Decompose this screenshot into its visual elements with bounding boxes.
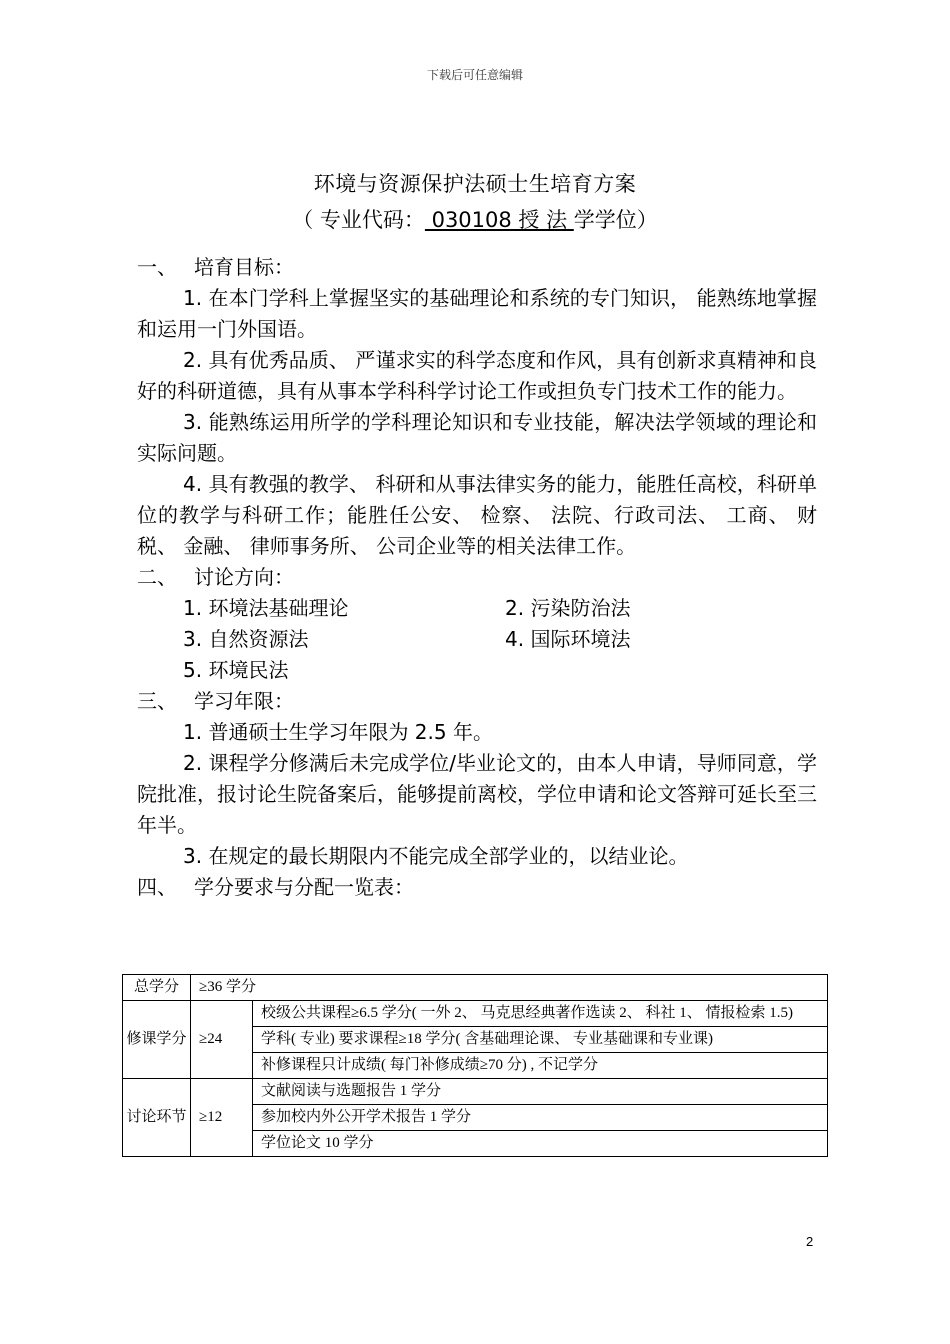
table-cell-total-value: ≥36 学分 [191,975,828,1001]
section-number: 四、 [137,875,177,899]
page-number: 2 [806,1234,814,1249]
subtitle-prefix: （ 专业代码： [292,208,425,232]
table-cell-value: ≥24 [191,1001,253,1079]
direction-item: 2. 污染防治法 [505,596,631,620]
section-heading-4 [137,872,817,903]
subtitle-code: 030108 授 法 [424,208,574,232]
section-title: 讨论方向： [194,565,294,589]
table-cell-value: ≥12 [191,1079,253,1157]
section-number: 三、 [137,689,177,713]
direction-item [505,655,805,686]
table-cell-total-label: 总学分 [123,975,191,1001]
section-title: 学分要求与分配一览表： [194,875,414,899]
paragraph: 3. 在规定的最长期限内不能完成全部学业的，以结业论。 [183,844,689,868]
section-number: 二、 [137,565,177,589]
table-cell-category: 讨论环节 [123,1079,191,1157]
table-row [123,1079,828,1105]
table-row [123,1001,828,1027]
direction-row [137,655,817,686]
table-cell-category: 修课学分 [123,1001,191,1079]
table-cell-item: 校级公共课程≥6.5 学分( 一外 2、 马克思经典著作选读 2、 科社 1、 情报检索 1.5) [253,1001,828,1027]
paragraph: 4. 具有教强的教学、 科研和从事法律实务的能力，能胜任高校，科研单位的教学与科研工作；能胜任公安、 检察、 法院、行政司法、 工商、 财税、 金融、 律师事务所、 公司企业等的相关法律工作。 [137,472,817,558]
section-heading-2 [137,562,817,593]
direction-item: 3. 自然资源法 [183,627,309,651]
table-row [123,975,828,1001]
direction-item: 1. 环境法基础理论 [183,596,349,620]
paragraph: 2. 具有优秀品质、 严谨求实的科学态度和作风，具有创新求真精神和良好的科研道德，具有从事本学科科学讨论工作或担负专门技术工作的能力。 [137,348,817,403]
section-heading-3 [137,686,817,717]
section-number: 一、 [137,255,177,279]
table-cell-item: 参加校内外公开学术报告 1 学分 [253,1105,828,1131]
section-heading-1 [137,252,817,283]
direction-row [137,593,817,624]
section-title: 培育目标： [194,255,294,279]
paragraph: 3. 能熟练运用所学的学科理论知识和专业技能，解决法学领域的理论和实际问题。 [137,410,817,465]
header-note: 下载后可任意编辑 [426,68,523,82]
table-cell-item: 学科( 专业) 要求课程≥18 学分( 含基础理论课、 专业基础课和专业课) [253,1027,828,1053]
table-cell-item: 文献阅读与选题报告 1 学分 [253,1079,828,1105]
document-title: 环境与资源保护法硕士生培育方案 [313,172,637,196]
credit-table [122,974,828,1157]
paragraph: 1. 在本门学科上掌握坚实的基础理论和系统的专门知识， 能熟练地掌握和运用一门外国语。 [137,286,817,341]
subtitle-suffix: 学学位） [573,208,658,232]
section-title: 学习年限： [194,689,294,713]
table-cell-item: 补修课程只计成绩( 每门补修成绩≥70 分) , 不记学分 [253,1053,828,1079]
direction-item: 4. 国际环境法 [505,627,631,651]
table-cell-item: 学位论文 10 学分 [253,1131,828,1157]
paragraph: 1. 普通硕士生学习年限为 2.5 年。 [183,720,493,744]
document-subtitle [0,204,950,234]
document-body [137,252,817,903]
paragraph: 2. 课程学分修满后未完成学位/毕业论文的，由本人申请，导师同意，学院批准，报讨论生院备案后，能够提前离校，学位申请和论文答辩可延长至三年半。 [137,751,817,837]
direction-row [137,624,817,655]
direction-item: 5. 环境民法 [183,658,289,682]
